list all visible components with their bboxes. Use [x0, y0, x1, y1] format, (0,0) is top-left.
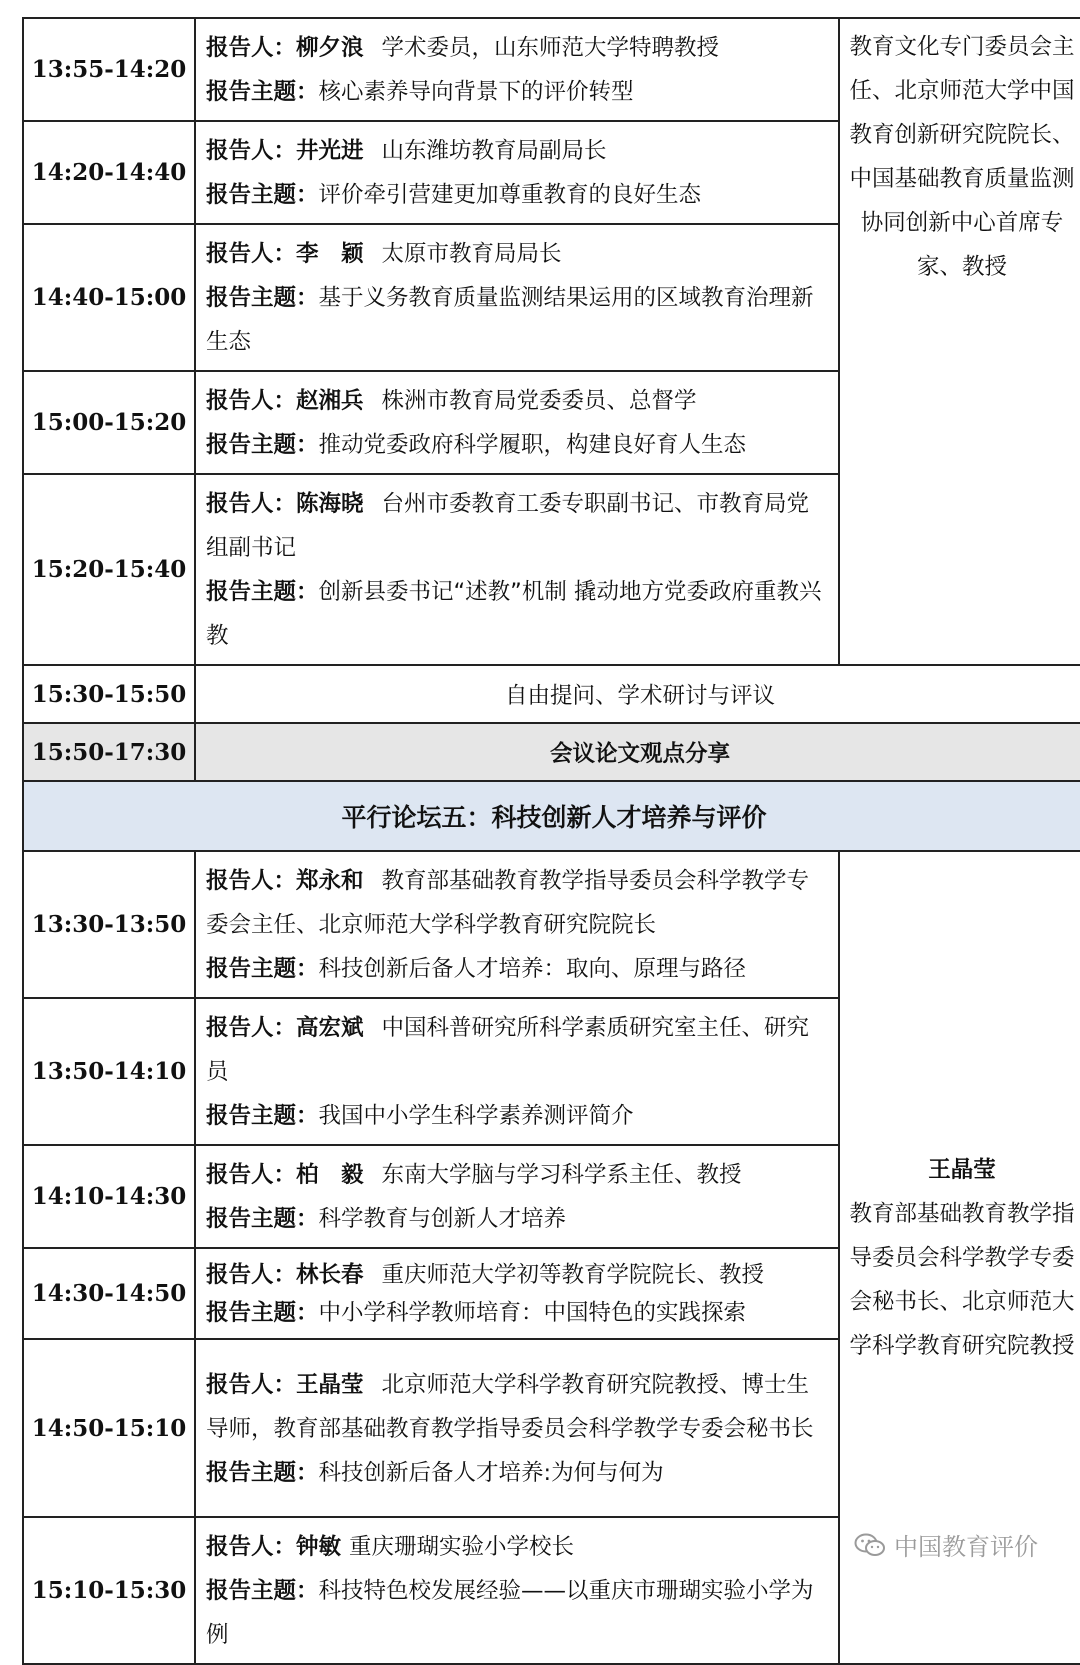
speaker-title: 太原市教育局局长	[381, 241, 562, 267]
topic-label: 报告主题：	[206, 579, 319, 605]
speaker-name: 王晶莹	[296, 1371, 364, 1398]
topic-label: 报告主题：	[206, 79, 319, 105]
table-row	[23, 723, 1080, 781]
speaker-title: 中国科普研究所科学素质研究室主任、研究员	[206, 1015, 810, 1085]
speaker-label: 报告人：	[206, 868, 297, 894]
speaker-title: 学术委员，山东师范大学特聘教授	[381, 35, 720, 61]
time-cell: 15:20-15:40	[23, 474, 195, 665]
topic-label: 报告主题：	[206, 1578, 319, 1604]
time-cell: 15:30-15:50	[23, 665, 195, 723]
topic-text: 科技创新后备人才培养：取向、原理与路径	[318, 956, 747, 982]
speaker-label: 报告人：	[206, 1371, 297, 1398]
speaker-label: 报告人：	[206, 491, 297, 517]
speaker-name: 李 颖	[296, 241, 364, 267]
speaker-name: 井光进	[296, 138, 364, 164]
talk-cell	[195, 474, 839, 665]
time-cell: 13:55-14:20	[23, 18, 195, 121]
speaker-title: 北京师范大学科学教育研究院教授、博士生导师，教育部基础教育教学指导委员会科学教学专委会秘书长	[206, 1371, 814, 1442]
speaker-title: 株洲市教育局党委委员、总督学	[381, 388, 697, 414]
speaker-name: 柏 毅	[296, 1162, 364, 1188]
speaker-name: 柳夕浪	[296, 35, 364, 61]
topic-label: 报告主题：	[206, 1459, 319, 1486]
qa-cell: 自由提问、学术研讨与评议	[195, 665, 1080, 723]
table-row	[23, 18, 1080, 121]
talk-cell	[195, 1145, 839, 1248]
speaker-label: 报告人：	[206, 1162, 297, 1188]
topic-text: 核心素养导向背景下的评价转型	[318, 79, 634, 105]
time-cell: 14:40-15:00	[23, 224, 195, 371]
speaker-label: 报告人：	[206, 35, 297, 61]
speaker-name: 陈海晓	[296, 491, 364, 517]
speaker-title: 台州市委教育工委专职副书记、市教育局党组副书记	[206, 491, 810, 561]
time-cell: 13:30-13:50	[23, 851, 195, 998]
topic-label: 报告主题：	[206, 1300, 319, 1326]
host-name: 王晶莹	[928, 1156, 996, 1183]
talk-cell	[195, 121, 839, 224]
speaker-title: 重庆珊瑚实验小学校长	[349, 1534, 575, 1560]
speaker-name: 高宏斌	[296, 1015, 364, 1041]
topic-text: 科技特色校发展经验——以重庆市珊瑚实验小学为例	[206, 1578, 814, 1648]
topic-label: 报告主题：	[206, 1103, 319, 1129]
speaker-title: 教育部基础教育教学指导委员会科学教学专委会主任、北京师范大学科学教育研究院院长	[206, 868, 810, 938]
speaker-label: 报告人：	[206, 1534, 297, 1560]
topic-text: 中小学科学教师培育：中国特色的实践探索	[318, 1300, 747, 1326]
speaker-label: 报告人：	[206, 241, 297, 267]
talk-cell	[195, 1248, 839, 1339]
forum-title: 平行论坛五：科技创新人才培养与评价	[23, 781, 1080, 851]
host-cell	[839, 18, 1080, 665]
table-row	[23, 781, 1080, 851]
topic-text: 科技创新后备人才培养:为何与何为	[318, 1459, 664, 1486]
table-row	[23, 851, 1080, 998]
time-cell: 15:50-17:30	[23, 723, 195, 781]
speaker-label: 报告人：	[206, 1015, 297, 1041]
time-cell: 14:20-14:40	[23, 121, 195, 224]
speaker-name: 赵湘兵	[296, 388, 364, 414]
speaker-name: 林长春	[296, 1262, 364, 1288]
host-description: 教育部基础教育教学指导委员会科学教学专委会秘书长、北京师范大学科学教育研究院教授	[849, 1200, 1075, 1359]
speaker-title: 重庆师范大学初等教育学院院长、教授	[381, 1262, 765, 1288]
watermark-text: 中国教育评价	[894, 1533, 1038, 1561]
talk-cell	[195, 18, 839, 121]
speaker-name: 郑永和	[296, 868, 364, 894]
speaker-title: 东南大学脑与学习科学系主任、教授	[381, 1162, 742, 1188]
talk-cell	[195, 998, 839, 1145]
papers-cell: 会议论文观点分享	[195, 723, 1080, 781]
topic-label: 报告主题：	[206, 182, 319, 208]
topic-label: 报告主题：	[206, 1206, 319, 1232]
topic-text: 我国中小学生科学素养测评简介	[318, 1103, 634, 1129]
topic-text: 评价牵引营建更加尊重教育的良好生态	[318, 182, 702, 208]
talk-cell	[195, 224, 839, 371]
wechat-icon	[854, 1532, 886, 1558]
talk-cell	[195, 371, 839, 474]
speaker-name: 钟敏	[296, 1534, 342, 1560]
speaker-label: 报告人：	[206, 388, 297, 414]
table-row	[23, 665, 1080, 723]
watermark	[854, 1527, 1038, 1562]
topic-label: 报告主题：	[206, 956, 319, 982]
speaker-label: 报告人：	[206, 138, 297, 164]
talk-cell	[195, 851, 839, 998]
topic-label: 报告主题：	[206, 285, 319, 311]
time-cell: 15:00-15:20	[23, 371, 195, 474]
speaker-title: 山东潍坊教育局副局长	[381, 138, 607, 164]
topic-text: 基于义务教育质量监测结果运用的区域教育治理新生态	[206, 285, 814, 355]
agenda-table	[22, 17, 1080, 1665]
talk-cell	[195, 1517, 839, 1664]
time-cell: 14:30-14:50	[23, 1248, 195, 1339]
time-cell: 14:50-15:10	[23, 1339, 195, 1517]
time-cell: 13:50-14:10	[23, 998, 195, 1145]
topic-text: 推动党委政府科学履职，构建良好育人生态	[318, 432, 747, 458]
host-description: 教育文化专门委员会主任、北京师范大学中国教育创新研究院院长、中国基础教育质量监测协同创新中心首席专家、教授	[849, 34, 1075, 280]
topic-label: 报告主题：	[206, 432, 319, 458]
topic-text: 创新县委书记“述教”机制 撬动地方党委政府重教兴教	[206, 579, 822, 649]
topic-text: 科学教育与创新人才培养	[318, 1206, 567, 1232]
time-cell: 14:10-14:30	[23, 1145, 195, 1248]
talk-cell	[195, 1339, 839, 1517]
speaker-label: 报告人：	[206, 1262, 297, 1288]
time-cell: 15:10-15:30	[23, 1517, 195, 1664]
